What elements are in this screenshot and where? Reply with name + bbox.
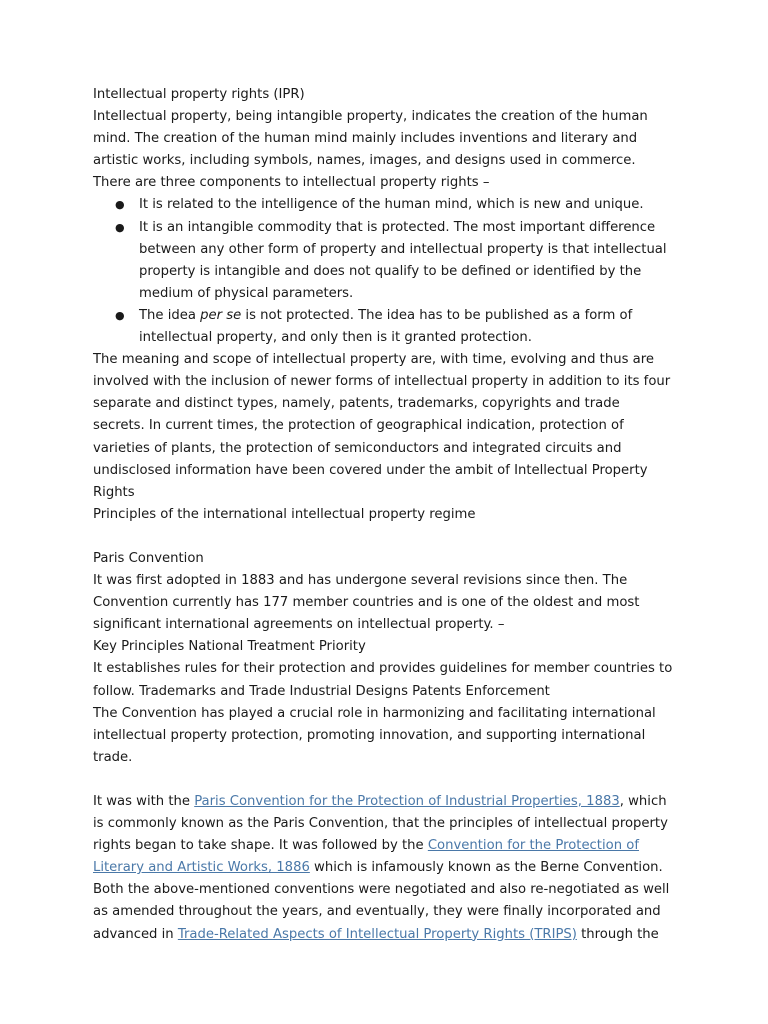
role-paragraph: The Convention has played a crucial role in harmonizing and facilitating international intellectual property protection, promoting innovation, and supporting international trade. — [93, 705, 656, 765]
bullet-icon: ● — [115, 198, 125, 212]
paris-convention-link[interactable]: Paris Convention for the Protection of Industrial Properties, 1883 — [194, 794, 620, 809]
components-lead: There are three components to intellectual property rights – — [93, 175, 490, 191]
document-body — [93, 84, 673, 946]
blank-line — [93, 769, 673, 791]
document-title: Intellectual property rights (IPR) — [93, 87, 305, 102]
paris-heading: Paris Convention — [93, 550, 204, 566]
blank-line — [93, 526, 673, 548]
components-list — [93, 194, 673, 349]
list-item — [115, 305, 673, 349]
list-item-text: It is related to the intelligence of the human mind, which is new and unique. — [139, 197, 644, 213]
list-item-text-before: The idea — [139, 307, 201, 323]
list-item — [115, 194, 673, 216]
key-principles-line: Key Principles National Treatment Priority — [93, 639, 366, 655]
history-text-3: which is infamously known as the Berne Convention. Both the above-mentioned conventions were negotiated and also re-negotiated as well as amended throughout the years, and eventually, they were finally incorporated and advanced in — [93, 860, 670, 942]
bullet-icon: ● — [115, 220, 125, 234]
list-item — [115, 217, 673, 305]
bullet-icon: ● — [115, 308, 125, 322]
intro-paragraph: Intellectual property, being intangible property, indicates the creation of the human mind. The creation of the human mind mainly includes inventions and literary and artistic works, including symbols, names, images, and designs used in commerce. — [93, 109, 648, 169]
trips-link[interactable]: Trade-Related Aspects of Intellectual Property Rights (TRIPS) — [177, 926, 577, 942]
history-paragraph — [93, 791, 673, 946]
principles-heading: Principles of the international intellectual property regime — [93, 506, 476, 522]
history-text-1: It was with the — [93, 794, 195, 809]
list-item-text: It is an intangible commodity that is protected. The most important difference between any other form of property and intellectual property is that intellectual property is intangible and does not qualify to be defined or identified by the medium of physical parameters. — [139, 219, 667, 301]
berne-convention-link[interactable]: Convention for the Protection of Literary and Artistic Works, 1886 — [93, 838, 639, 876]
list-item-text-after: is not protected. The idea has to be published as a form of intellectual property, and only then is it granted protection. — [139, 307, 633, 346]
guidelines-paragraph: It establishes rules for their protection and provides guidelines for member countries to follow. Trademarks and Trade Industrial Designs Patents Enforcement — [93, 661, 673, 699]
history-text-2: , which is commonly known as the Paris Convention, that the principles of intellectual property rights began to take shape. It was followed by the — [93, 794, 668, 854]
scope-paragraph: The meaning and scope of intellectual property are, with time, evolving and thus are involved with the inclusion of newer forms of intellectual property in addition to its four separate and distinct types, namely, patents, trademarks, copyrights and trade secrets. In current times, the protection of geographical indication, protection of varieties of plants, the protection of semiconductors and integrated circuits and undisclosed information have been covered under the ambit of Intellectual Property Rights — [93, 352, 671, 500]
paris-paragraph: It was first adopted in 1883 and has undergone several revisions since then. The Convention currently has 177 member countries and is one of the oldest and most significant international agreements on intellectual property. – — [93, 573, 640, 633]
history-text-4: through the — [576, 926, 659, 942]
list-item-italic: per se — [200, 307, 242, 323]
